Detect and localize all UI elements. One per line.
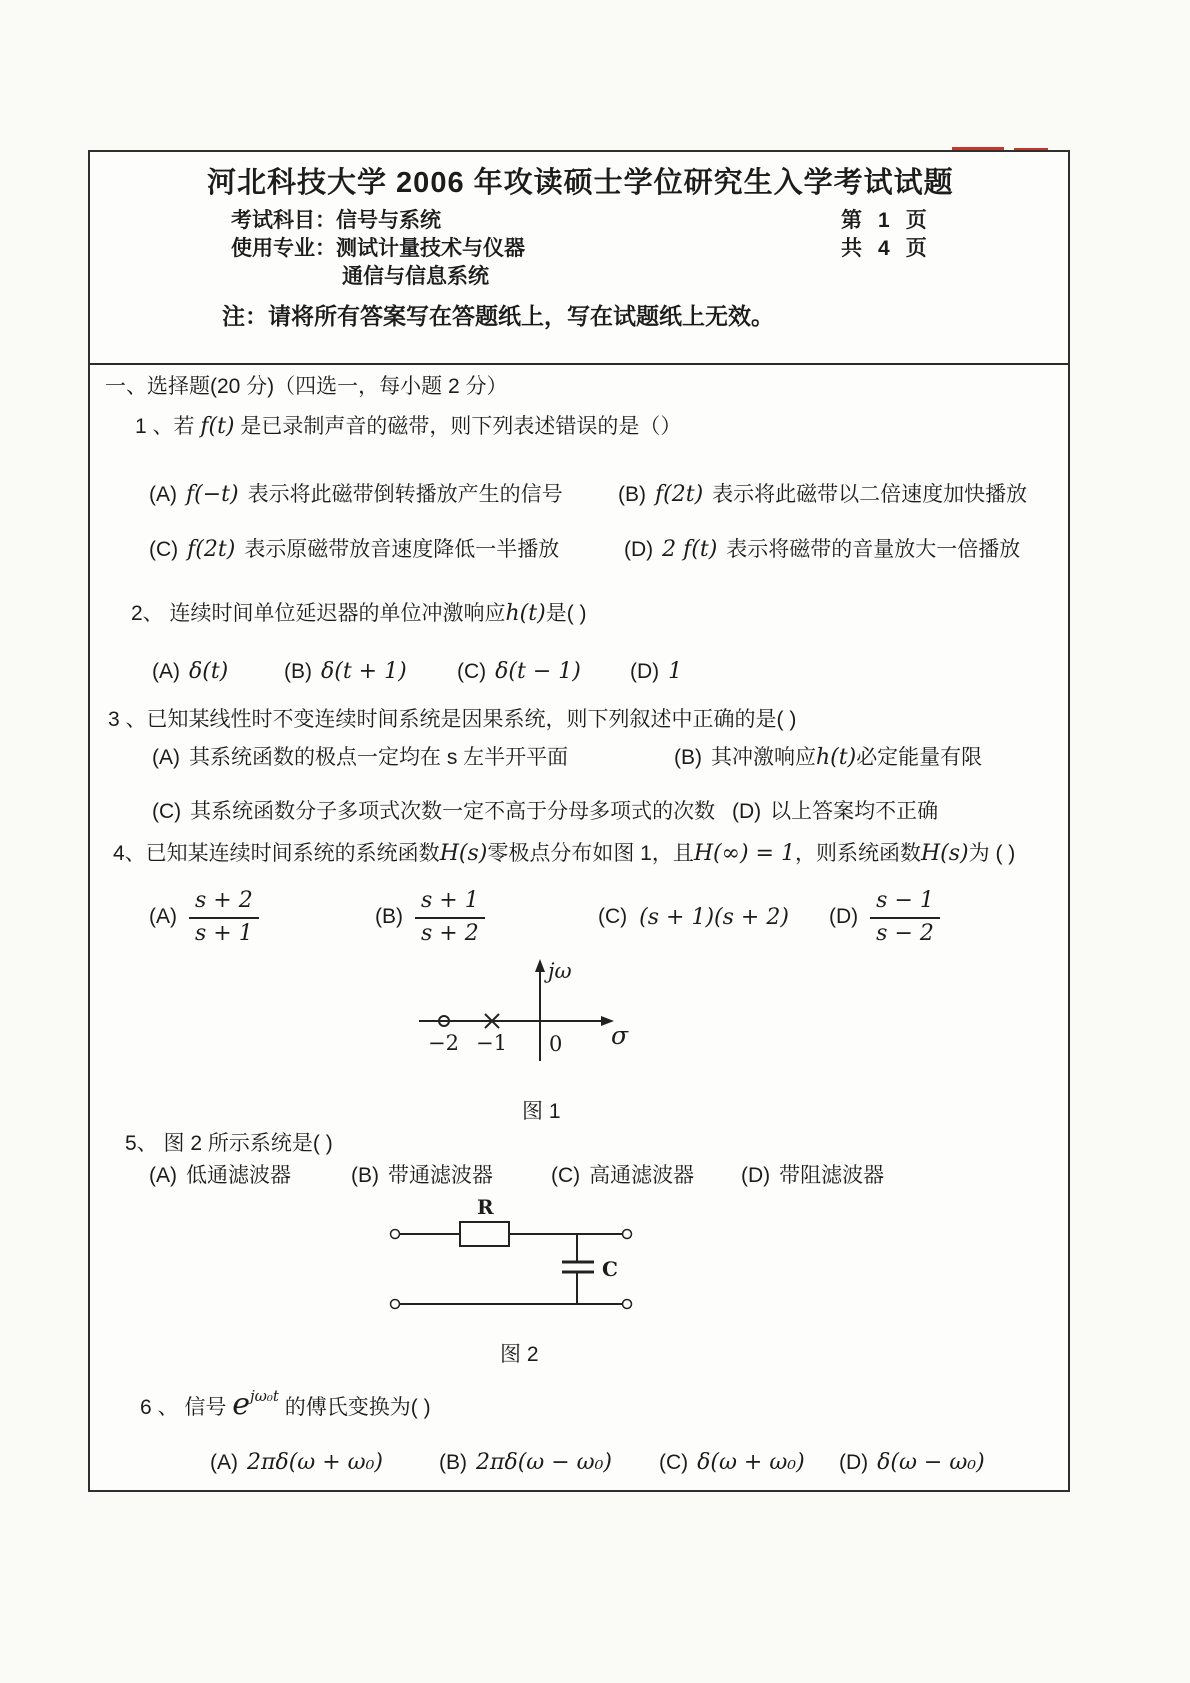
q4-option-d — [829, 885, 940, 949]
q4-stem-pre: 4、已知某连续时间系统的系统函数 — [113, 842, 440, 865]
total-label: 共 — [841, 237, 862, 260]
q1-stem — [135, 414, 681, 440]
q3-b-math: h(t) — [816, 745, 857, 770]
subject-label: 考试科目： — [231, 209, 336, 232]
fraction — [415, 887, 485, 947]
q2-option-a — [152, 659, 228, 685]
option-label: (A) — [210, 1451, 238, 1474]
bottom-rail-wire — [391, 1300, 632, 1309]
option-label: (B) — [375, 905, 403, 928]
q4-stem-mid1: 零极点分布如图 1，且 — [487, 842, 694, 865]
option-math: 2πδ(ω + ω₀) — [247, 1450, 383, 1475]
total-pages-indicator — [841, 232, 927, 262]
tick-minus2: −2 — [428, 1031, 459, 1055]
exam-title: 河北科技大学 2006 年攻读硕士学位研究生入学考试试题 — [207, 167, 954, 199]
option-text: 表示原磁带放音速度降低一半播放 — [244, 538, 560, 561]
output-terminal-bottom — [623, 1300, 632, 1309]
option-text: 表示将磁带的音量放大一倍播放 — [726, 538, 1021, 561]
q3-stem: 3 、已知某线性时不变连续时间系统是因果系统，则下列叙述中正确的是( ) — [108, 708, 797, 731]
option-text: 以上答案均不正确 — [770, 800, 939, 823]
q1-stem-post: 是已录制声音的磁带，则下列表述错误的是（） — [234, 415, 682, 438]
option-text — [711, 745, 982, 771]
y-axis-label: jω — [548, 959, 572, 983]
q6-option-c — [659, 1450, 805, 1476]
output-terminal — [623, 1230, 632, 1239]
option-label: (D) — [741, 1164, 771, 1187]
q4-math-hs2: H(s) — [920, 841, 969, 866]
option-text: 带通滤波器 — [388, 1164, 493, 1187]
option-math: δ(t + 1) — [321, 659, 407, 684]
q1-option-d — [624, 537, 1020, 563]
option-label: (C) — [659, 1451, 689, 1474]
q2-stem-math: h(t) — [505, 601, 546, 626]
option-label: (D) — [829, 905, 859, 928]
q4-option-c — [598, 885, 789, 949]
q1-stem-pre: 1 、若 — [135, 415, 201, 438]
q4-stem-tail: 为 ( ) — [968, 842, 1016, 865]
fraction-numerator: s + 1 — [415, 887, 485, 919]
fraction-numerator: s − 1 — [870, 887, 940, 919]
q6-exponent: jω₀t — [249, 1387, 279, 1405]
q5-option-c — [551, 1163, 694, 1189]
q4-option-a — [149, 885, 259, 949]
subject-value: 信号与系统 — [336, 209, 441, 232]
q5-option-b — [351, 1163, 493, 1189]
tick-origin: 0 — [549, 1032, 563, 1056]
major-value: 测试计量技术与仪器 — [336, 237, 525, 260]
option-math: δ(t − 1) — [495, 659, 581, 684]
major-label: 使用专业： — [231, 237, 336, 260]
option-math: 1 — [668, 659, 683, 684]
option-label: (C) — [551, 1164, 581, 1187]
option-text: 表示将此磁带以二倍速度加快播放 — [712, 483, 1028, 506]
option-text: 高通滤波器 — [589, 1164, 695, 1187]
q6-option-d — [839, 1450, 985, 1476]
q1-option-a — [149, 482, 563, 508]
answer-sheet-note: 注：请将所有答案写在答题纸上，写在试题纸上无效。 — [222, 303, 774, 329]
q4-stem — [113, 841, 1015, 867]
option-math: 2πδ(ω − ω₀) — [476, 1450, 612, 1475]
option-math: f(2t) — [187, 537, 236, 562]
x-axis-label: σ — [611, 1021, 629, 1050]
q6-option-b — [439, 1450, 612, 1476]
q4-math-hs1: H(s) — [439, 841, 488, 866]
fraction-denominator: s + 1 — [195, 920, 253, 946]
option-label: (A) — [149, 1164, 177, 1187]
q4-math-hinf: H(∞) = 1 — [693, 841, 795, 866]
jomega-axis — [535, 959, 545, 1061]
option-label: (B) — [439, 1451, 467, 1474]
q2-option-b — [284, 659, 407, 685]
option-math: f(−t) — [186, 482, 239, 507]
q2-option-d — [630, 659, 682, 685]
option-label: (D) — [839, 1451, 869, 1474]
q3-option-b — [674, 745, 982, 771]
q4-option-b — [375, 885, 485, 949]
q2-stem-post: 是( ) — [545, 602, 587, 625]
option-text: 表示将此磁带倒转播放产生的信号 — [247, 483, 563, 506]
option-text: 低通滤波器 — [186, 1164, 291, 1187]
q5-option-d — [741, 1163, 884, 1189]
total-unit: 页 — [905, 237, 927, 260]
q6-option-a — [210, 1450, 383, 1476]
input-terminal-bottom — [391, 1300, 400, 1309]
section-heading: 一、选择题(20 分)（四选一，每小题 2 分） — [105, 375, 508, 398]
option-label: (A) — [152, 660, 180, 683]
page-unit: 页 — [905, 209, 927, 232]
option-label: (D) — [732, 800, 762, 823]
q4-stem-mid2: ，则系统函数 — [794, 842, 921, 865]
q6-stem-pre: 6 、 信号 — [140, 1396, 227, 1419]
q3-b-post: 必定能量有限 — [856, 746, 983, 769]
q6-exp-base: e — [232, 1387, 250, 1422]
option-math: f(2t) — [655, 482, 704, 507]
fraction — [189, 887, 259, 947]
exam-content-frame — [88, 150, 1070, 1492]
option-label: (B) — [284, 660, 312, 683]
option-text: 其系统函数的极点一定均在 s 左半开平面 — [189, 746, 569, 769]
subject-row — [231, 204, 441, 234]
figure1-pole-zero-plot — [397, 954, 637, 1069]
option-label: (A) — [149, 483, 177, 506]
q5-stem: 5、 图 2 所示系统是( ) — [125, 1132, 333, 1155]
option-label: (C) — [149, 538, 179, 561]
option-text: 带阻滤波器 — [779, 1164, 885, 1187]
option-text: 其系统函数分子多项式次数一定不高于分母多项式的次数 — [190, 800, 716, 823]
resistor-symbol — [460, 1222, 509, 1246]
fraction-denominator: s − 2 — [876, 920, 934, 946]
page-number: 1 — [878, 209, 890, 232]
resistor-label: R — [477, 1195, 494, 1219]
fraction-numerator: s + 2 — [189, 887, 259, 919]
header-divider-line — [90, 363, 1068, 365]
major-extra-row: 通信与信息系统 — [342, 265, 489, 288]
option-label: (D) — [624, 538, 654, 561]
input-terminal — [391, 1230, 400, 1239]
q3-option-c — [152, 799, 715, 825]
q5-option-a — [149, 1163, 291, 1189]
option-math: 2 f(t) — [662, 537, 718, 562]
total-number: 4 — [878, 237, 890, 260]
option-label: (B) — [674, 746, 702, 769]
option-math: (s + 1)(s + 2) — [639, 904, 789, 930]
option-label: (A) — [152, 746, 180, 769]
q2-stem-pre: 2、 连续时间单位延迟器的单位冲激响应 — [131, 602, 506, 625]
option-label: (C) — [152, 800, 182, 823]
option-math: δ(ω + ω₀) — [697, 1450, 805, 1475]
q2-stem — [131, 601, 587, 627]
figure2-caption: 图 2 — [500, 1343, 539, 1366]
capacitor-symbol — [562, 1234, 594, 1304]
major-row — [231, 232, 525, 262]
option-math: δ(t) — [189, 659, 229, 684]
figure1-caption: 图 1 — [522, 1100, 561, 1123]
q1-option-c — [149, 537, 559, 563]
option-math: δ(ω − ω₀) — [877, 1450, 985, 1475]
q6-stem-post: 的傅氏变换为( ) — [284, 1396, 431, 1419]
option-label: (C) — [457, 660, 487, 683]
q3-option-a — [152, 745, 568, 771]
option-label: (A) — [149, 905, 177, 928]
q1-option-b — [618, 482, 1027, 508]
q3-option-d — [732, 799, 938, 825]
q1-stem-math: f(t) — [200, 414, 235, 439]
q3-b-pre: 其冲激响应 — [711, 746, 816, 769]
q2-option-c — [457, 659, 581, 685]
option-label: (B) — [618, 483, 646, 506]
page-label: 第 — [841, 209, 862, 232]
q6-stem — [140, 1387, 431, 1422]
option-label: (B) — [351, 1164, 379, 1187]
top-rail-wire — [391, 1230, 632, 1239]
figure2-rc-circuit — [382, 1194, 642, 1314]
tick-minus1: −1 — [476, 1031, 507, 1055]
fraction — [870, 887, 940, 947]
capacitor-label: C — [602, 1257, 618, 1281]
fraction-denominator: s + 2 — [421, 920, 479, 946]
option-label: (C) — [598, 905, 628, 928]
page-indicator — [841, 204, 927, 234]
option-label: (D) — [630, 660, 660, 683]
